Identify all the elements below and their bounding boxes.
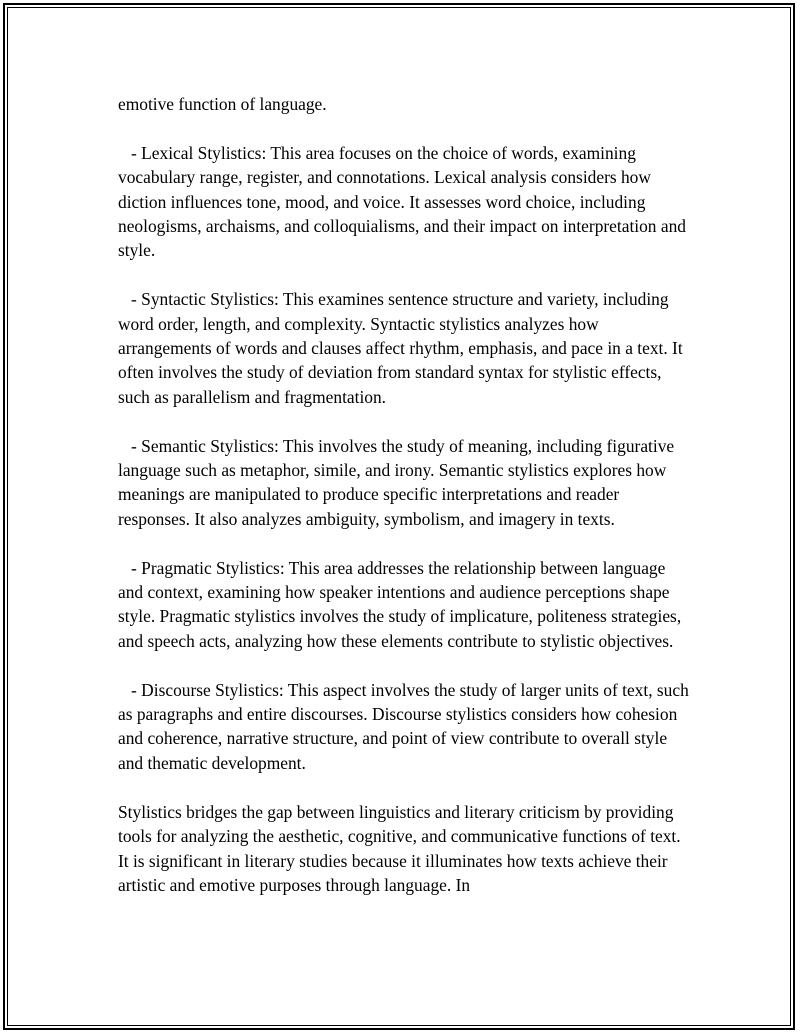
section-discourse-stylistics: - Discourse Stylistics: This aspect involves the study of larger units of text, such as paragraphs and entire discourses. Discourse stylistics considers how cohesion and coherence, narrative structure, and point of view contribute to overall style and thematic development. <box>118 679 694 773</box>
document-body <box>118 92 693 922</box>
section-syntactic-stylistics: - Syntactic Stylistics: This examines sentence structure and variety, including word order, length, and complexity. Syntactic stylistics analyzes how arrangements of words and clauses affect rhythm, emphasis, and pace in a text. It often involves the study of deviation from standard syntax for stylistic effects, such as parallelism and fragmentation. <box>118 289 688 407</box>
section-lexical-stylistics: - Lexical Stylistics: This area focuses on the choice of words, examining vocabulary range, register, and connotations. Lexical analysis considers how diction influences tone, mood, and voice. It assesses word choice, including neologisms, archaisms, and colloquialisms, and their impact on interpretation and style. <box>118 142 691 261</box>
closing-paragraph: Stylistics bridges the gap between linguistics and literary criticism by providing tools for analyzing the aesthetic, cognitive, and communicative functions of text. It is significant in literary studies because it illuminates how texts achieve their artistic and emotive purposes through language. In <box>118 801 685 895</box>
section-pragmatic-stylistics: - Pragmatic Stylistics: This area addresses the relationship between language and context, examining how speaker intentions and audience perceptions shape style. Pragmatic stylistics involves the study of implicature, politeness strategies, and speech acts, analyzing how these elements contribute to stylistic objectives. <box>118 557 686 651</box>
section-semantic-stylistics: - Semantic Stylistics: This involves the study of meaning, including figurative language such as metaphor, simile, and irony. Semantic stylistics explores how meanings are manipulated to produce specific interpretations and reader responses. It also analyzes ambiguity, symbolism, and imagery in texts. <box>118 435 679 529</box>
continuation-paragraph: emotive function of language. <box>118 94 327 114</box>
